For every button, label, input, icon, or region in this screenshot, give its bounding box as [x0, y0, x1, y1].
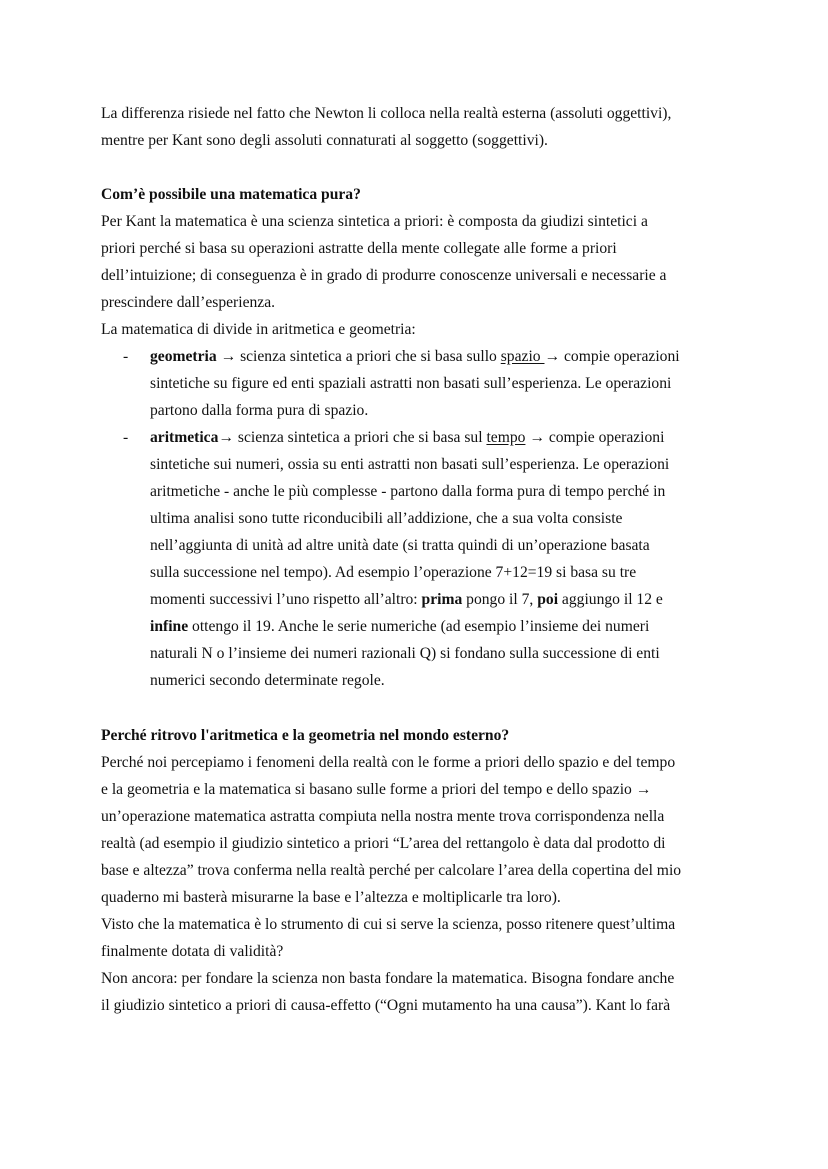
text-line: ultima analisi sono tutte riconducibili all’addizione, che a sua volta consiste — [150, 510, 623, 527]
text-line: La differenza risiede nel fatto che Newton li colloca nella realtà esterna (assoluti oggettivi), — [101, 105, 672, 122]
text-line: naturali N o l’insieme dei numeri razionali Q) si fondano sulla successione di enti — [150, 645, 660, 662]
text-run: → scienza sintetica a priori che si basa sul — [218, 429, 487, 446]
intro-paragraph — [101, 100, 741, 154]
term-geometria: geometria — [150, 348, 217, 365]
text-line: Perché noi percepiamo i fenomeni della realtà con le forme a priori dello spazio e del tempo — [101, 754, 676, 771]
text-line: mentre per Kant sono degli assoluti connaturati al soggetto (soggettivi). — [101, 132, 548, 149]
text-run: → scienza sintetica a priori che si basa sullo — [216, 348, 501, 365]
text-line: realtà (ad esempio il giudizio sintetico a priori “L’area del rettangolo è data dal prodotto di — [101, 835, 666, 852]
text-line: sulla successione nel tempo). Ad esempio l’operazione 7+12=19 si basa su tre — [150, 564, 637, 581]
section-heading — [101, 722, 741, 749]
text-line — [150, 613, 750, 640]
text-line: dell’intuizione; di conseguenza è in grado di produrre conoscenze universali e necessarie a — [101, 267, 667, 284]
term-aritmetica: aritmetica — [150, 429, 219, 446]
text-line: finalmente dotata di validità? — [101, 943, 284, 960]
text-line: un’operazione matematica astratta compiuta nella nostra mente trova corrispondenza nella — [101, 808, 665, 825]
text-line: quaderno mi basterà misurarne la base e l’altezza e moltiplicarle tra loro). — [101, 889, 561, 906]
section-paragraph — [101, 208, 741, 343]
text-line — [150, 424, 750, 451]
bold-word: prima — [421, 591, 463, 608]
text-line: Non ancora: per fondare la scienza non basta fondare la matematica. Bisogna fondare anche — [101, 970, 675, 987]
text-line: numerici secondo determinate regole. — [150, 672, 385, 689]
text-line: nell’aggiunta di unità ad altre unità date (si tratta quindi di un’operazione basata — [150, 537, 650, 554]
text-line — [150, 343, 750, 370]
section-paragraph — [101, 749, 741, 1019]
text-line: il giudizio sintetico a priori di causa-effetto (“Ogni mutamento ha una causa”). Kant lo farà — [101, 997, 671, 1014]
text-run: → compie operazioni — [544, 348, 680, 365]
text-line: prescindere dall’esperienza. — [101, 294, 276, 311]
text-line: partono dalla forma pura di spazio. — [150, 402, 369, 419]
text-line: Per Kant la matematica è una scienza sintetica a priori: è composta da giudizi sintetici a — [101, 213, 648, 230]
heading-text: Perché ritrovo l'aritmetica e la geometria nel mondo esterno? — [101, 727, 510, 744]
bold-word: infine — [150, 618, 189, 635]
text-line: sintetiche su figure ed enti spaziali astratti non basati sull’esperienza. Le operazioni — [150, 375, 672, 392]
text-line: Visto che la matematica è lo strumento di cui si serve la scienza, posso ritenere quest’ultima — [101, 916, 676, 933]
text-line: priori perché si basa su operazioni astratte della mente collegate alle forme a priori — [101, 240, 617, 257]
text-line — [150, 586, 750, 613]
text-line: e la geometria e la matematica si basano sulle forme a priori del tempo e dello spazio → — [101, 781, 652, 798]
bold-word: poi — [537, 591, 559, 608]
text-line: La matematica di divide in aritmetica e geometria: — [101, 321, 416, 338]
bullet-dash: - — [123, 429, 129, 446]
text-line: aritmetiche - anche le più complesse - partono dalla forma pura di tempo perché in — [150, 483, 666, 500]
underlined-term: tempo — [486, 429, 526, 446]
text-run: ottengo il 19. Anche le serie numeriche (ad esempio l’insieme dei numeri — [188, 618, 650, 635]
heading-text: Com’è possibile una matematica pura? — [101, 186, 361, 203]
underlined-term: spazio — [500, 348, 545, 365]
text-run: momenti successivi l’uno rispetto all’altro: — [150, 591, 422, 608]
text-line: base e altezza” trova conferma nella realtà perché per calcolare l’area della copertina del mio — [101, 862, 682, 879]
bullet-dash: - — [123, 348, 129, 365]
text-run: → compie operazioni — [525, 429, 665, 446]
text-line: sintetiche sui numeri, ossia su enti astratti non basati sull’esperienza. Le operazioni — [150, 456, 670, 473]
section-heading — [101, 181, 741, 208]
text-run: aggiungo il 12 e — [558, 591, 663, 608]
text-run: pongo il 7, — [462, 591, 538, 608]
